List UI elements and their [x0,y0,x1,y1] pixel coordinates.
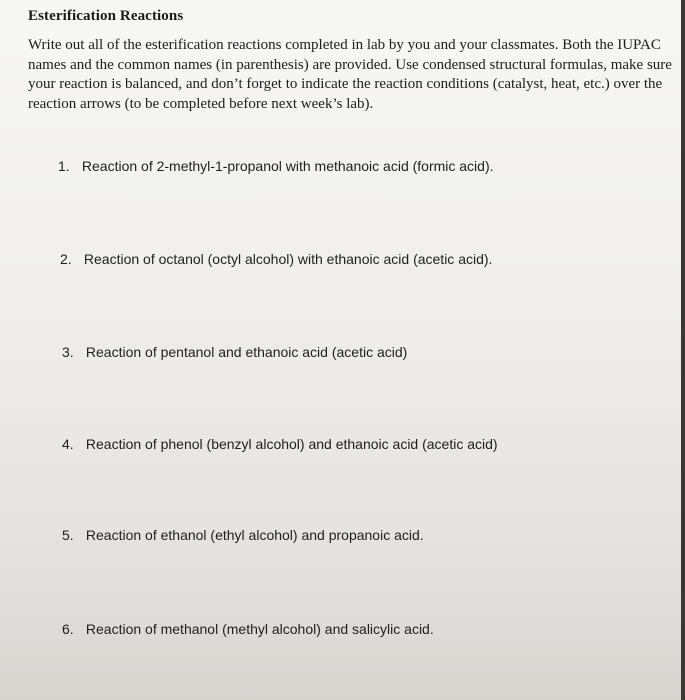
list-item [62,621,434,637]
item-text: Reaction of 2-methyl-1-propanol with methanoic acid (formic acid). [81,158,494,174]
list-item [62,436,498,452]
item-number: 2. [60,251,72,267]
item-number: 1. [58,158,70,174]
instructions-paragraph: Write out all of the esterification reactions completed in lab by you and your classmates. Both the IUPAC names and the common names (in parenthesis) are provided. Use condensed structural formulas, make sure your reaction is balanced, and don’t forget to indicate the reaction conditions (catalyst, heat, etc.) over the reaction arrows (to be completed before next week’s lab). [28,37,672,112]
list-item [62,527,424,543]
item-number: 5. [62,527,74,543]
list-item [58,158,494,174]
list-item [60,251,492,267]
item-text: Reaction of phenol (benzyl alcohol) and ethanoic acid (acetic acid) [85,436,498,452]
item-text: Reaction of methanol (methyl alcohol) and salicylic acid. [85,621,434,637]
item-number: 4. [62,436,74,452]
page-title: Esterification Reactions [28,8,184,24]
item-text: Reaction of pentanol and ethanoic acid (acetic acid) [85,344,408,360]
item-number: 6. [62,621,74,637]
item-number: 3. [62,344,74,360]
item-text: Reaction of ethanol (ethyl alcohol) and propanoic acid. [85,527,424,543]
list-item [62,344,407,360]
item-text: Reaction of octanol (octyl alcohol) with ethanoic acid (acetic acid). [83,251,493,267]
